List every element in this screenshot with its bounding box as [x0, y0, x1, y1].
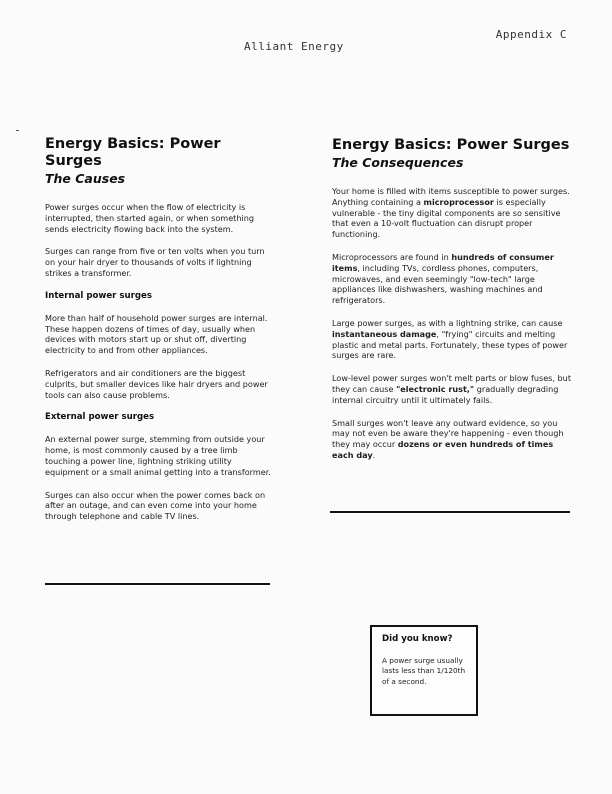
consequences-divider	[330, 511, 570, 513]
text-run: , "frying" circuits and melting plastic and metal parts. Fortunately, these types of power surges are rare.	[332, 328, 568, 361]
emphasis-frequency: dozens or even hundreds of times each day	[332, 439, 554, 460]
consequences-paragraph-1	[332, 186, 572, 240]
causes-paragraph-2: Surges can range from five or ten volts when you turn on your hair dryer to thousands of volts if lightning strikes a transformer.	[45, 246, 265, 278]
consequences-subtitle: The Consequences	[332, 155, 464, 170]
text-run: Large power surges, as with a lightning strike, can cause	[332, 317, 563, 328]
text-run: Microprocessors are found in	[332, 251, 452, 262]
consequences-paragraph-5	[332, 418, 572, 461]
consequences-title: Energy Basics: Power Surges	[332, 137, 570, 153]
text-run: , including TVs, cordless phones, computers, microwaves, and even seemingly "low-tech" large appliances like dishwashers, washing machines and refrigerators.	[332, 262, 543, 306]
scan-mark	[16, 130, 19, 131]
causes-paragraph-6: Surges can also occur when the power comes back on after an outage, and can even come into your home through telephone and cable TV lines.	[45, 489, 266, 522]
emphasis-instantaneous-damage: instantaneous damage	[332, 328, 437, 339]
external-surges-heading: External power surges	[45, 412, 155, 423]
did-you-know-text: A power surge usually lasts less than 1/120th of a second.	[382, 656, 466, 686]
causes-paragraph-4: Refrigerators and air conditioners are the biggest culprits, but smaller devices like hair dryers and power tools can also cause problems.	[45, 367, 268, 400]
causes-paragraph-5: An external power surge, stemming from outside your home, is most commonly caused by a tree limb touching a power line, lightning striking utility equipment or a small animal getting into a transformer.	[45, 434, 271, 477]
text-run: .	[372, 449, 376, 460]
causes-title: Energy Basics: Power Surges	[45, 136, 221, 169]
consequences-paragraph-3	[332, 318, 572, 361]
causes-divider	[45, 583, 270, 585]
causes-column	[45, 136, 275, 534]
emphasis-consumer-items: hundreds of consumer items	[332, 251, 554, 273]
text-run: gradually degrading internal circuitry until it ultimately fails.	[332, 383, 559, 405]
consequences-paragraph-4	[332, 373, 572, 405]
causes-paragraph-1: Power surges occur when the flow of electricity is interrupted, then started again, or when something sends electricity flowing back into the system.	[45, 202, 254, 234]
consequences-paragraph-2	[332, 252, 572, 306]
internal-surges-heading: Internal power surges	[45, 290, 152, 301]
company-name: Alliant Energy	[244, 40, 344, 53]
emphasis-electronic-rust: "electronic rust,"	[396, 383, 475, 394]
text-run: Low-level power surges won't melt parts or blow fuses, but they can cause	[332, 373, 571, 394]
text-run: Your home is filled with items susceptible to power surges. Anything containing a	[332, 186, 570, 207]
did-you-know-title: Did you know?	[382, 634, 453, 644]
causes-subtitle: The Causes	[45, 171, 126, 186]
appendix-label: Appendix C	[495, 28, 567, 41]
emphasis-microprocessor: microprocessor	[423, 196, 494, 207]
text-run: is especially vulnerable - the tiny digital components are so sensitive that even a 10-volt fluctuation can disrupt proper functioning.	[332, 196, 561, 240]
causes-paragraph-3: More than half of household power surges are internal. These happen dozens of times of day, usually when devices with motors start up or shut off, diverting electricity to and from other appliances.	[45, 312, 268, 356]
consequences-column	[332, 137, 572, 473]
did-you-know-box	[370, 625, 478, 716]
text-run: Small surges won't leave any outward evidence, so you may not even be aware they're happening - even though they may occur	[332, 417, 564, 450]
